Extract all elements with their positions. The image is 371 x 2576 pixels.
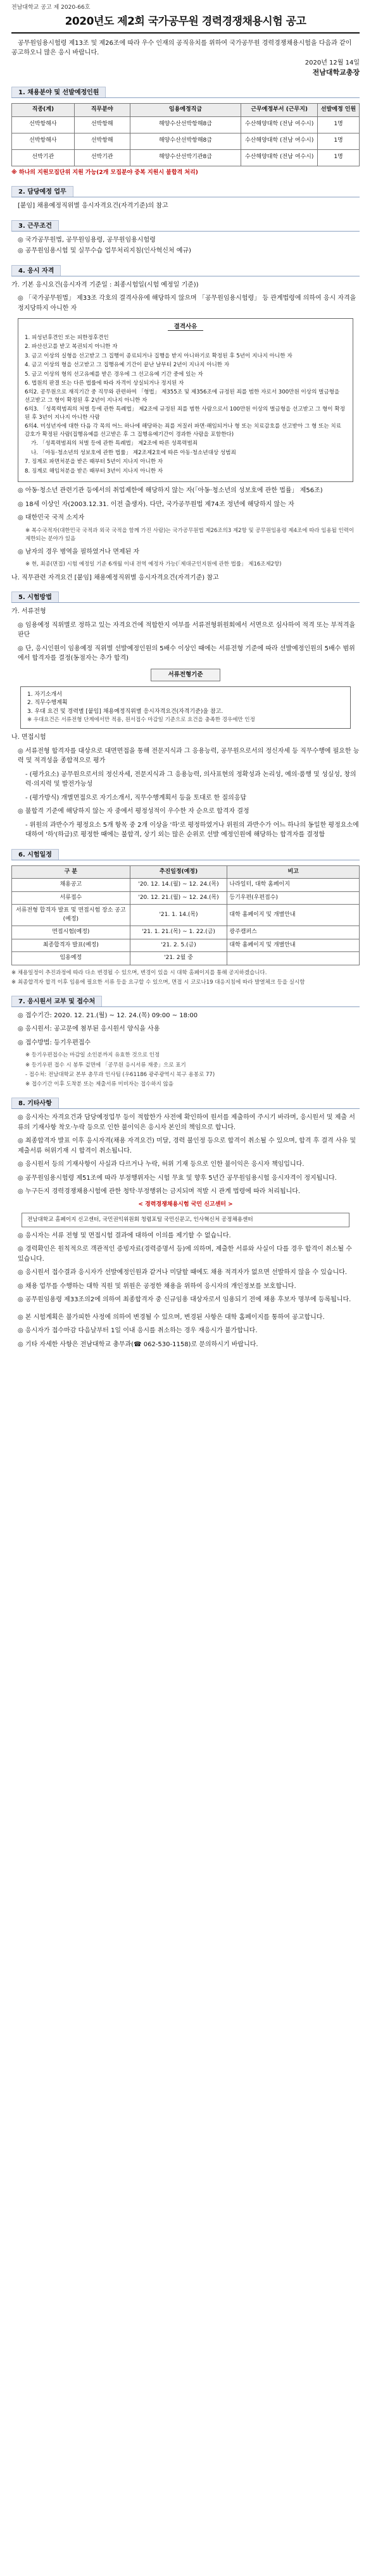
note-text: ※ 최종합격자 합격 이후 임용에 필요한 서류 등을 요구할 수 있으며, 면접 시 코로나19 대응지침에 따라 발열체크 등을 실시함 — [11, 979, 305, 986]
list-item: 2. 파산선고를 받고 복권되지 아니한 자 — [25, 344, 118, 350]
section-heading-6 — [11, 849, 360, 860]
table-cell — [227, 952, 360, 965]
recruit-note: ※ 하나의 지원모집단위 지원 가능(2개 모집분야 중복 지원시 불합격 처리) — [11, 169, 198, 176]
table-cell: 면접시험(예정) — [12, 926, 130, 939]
section-heading-label: 8. 기타사항 — [11, 1098, 59, 1108]
list-item: - (평가요소) 공무원으로서의 정신자세, 전문지식과 그 응용능력, 의사표현의 정확성과 논리성, 예의·품행 및 성실성, 창의력·의지력 및 발전가능성 — [25, 771, 356, 788]
table-cell: 선박기관 — [12, 149, 75, 166]
table-header: 추진일정(예정) — [130, 865, 227, 879]
table-cell: 해양수산선박항해8급 — [130, 133, 241, 149]
table-header: 직무분야 — [74, 104, 130, 117]
section-heading-label: 2. 담당예정 업무 — [11, 186, 73, 197]
table-row — [12, 926, 360, 939]
table-cell: 서류접수 — [12, 891, 130, 905]
issuer-name: 전남대학교총장 — [312, 68, 360, 77]
table-header: 직종(계) — [12, 104, 75, 117]
table-cell: 수산해양대학 (전남 여수시) — [241, 133, 318, 149]
list-item: - (평가방식) 개별면접으로 자기소개서, 직무수행계획서 등을 토대로 한 질의응답 — [25, 794, 247, 802]
section-heading-label: 4. 응시 자격 — [11, 265, 61, 276]
table-cell: 등기우편(우편접수) — [227, 891, 360, 905]
table-row — [12, 116, 360, 133]
table-cell: 나라일터, 대학 홈페이지 — [227, 879, 360, 892]
note-text: ※ 현, 최종(면접) 시험 예정일 기준 6개월 이내 전역 예정자 가능(「제대군인지원에 관한 법률」 제16조제2항) — [25, 561, 282, 568]
list-item: ◎ 최종합격자 발표 이후 응시자격(채용 자격요건) 미달, 경력 불인정 등으로 합격이 취소될 수 있으며, 합격 후 결격 사유 및 제출서류 허위기재 시 합격이 취소됩니다. — [18, 1137, 356, 1155]
table-cell: 해양수산선박기관8급 — [130, 149, 241, 166]
list-item: 6의2. 공무원으로 재직기간 중 직무와 관련하여 「형법」 제355조 및 제356조에 규정된 죄를 범한 자로서 300만원 이상의 벌금형을 선고받고 그 형이 확정된 후 2년이 지나지 아니한 자 — [25, 389, 340, 404]
title-rule — [11, 32, 360, 34]
table-row — [12, 149, 360, 166]
list-item: ◎ 응시자는 자격요건과 담당예정업무 등이 적합한가 사전에 확인하여 원서를 제출하여 주시기 바라며, 응시원서 및 제출 서류의 기재사항 착오·누락 등으로 인한 불이익은 응시자 본인의 책임으로 합니다. — [18, 1114, 355, 1131]
table-header: 구 분 — [12, 865, 130, 879]
table-row — [12, 939, 360, 952]
table-cell: '21. 1. 14.(목) — [130, 905, 227, 926]
list-item: 6의4. 미성년자에 대한 다음 각 목의 어느 하나에 해당하는 죄를 저질러 파면·해임되거나 형 또는 치료감호를 선고받아 그 형 또는 치료감호가 확정된 사람(집행유예를 선고받은 후 그 집행유예기간이 경과한 사람을 포함한다) — [25, 423, 341, 438]
note-text: - 접수처: 전남대학교 본부 총무과 인사팀 (우61186 광주광역시 북구 용봉로 77) — [25, 1071, 215, 1078]
note-text: ※ 접수기간 이후 도착분 또는 제출서류 미비자는 접수하지 않음 — [25, 1081, 174, 1087]
table-cell: '20. 12. 14.(월) ~ 12. 24.(목) — [130, 879, 227, 892]
list-item: ◎ 불합격 기준에 해당하지 않는 자 중에서 평정성적이 우수한 자 순으로 합격자 결정 — [18, 808, 249, 815]
table-cell: 선박항해사 — [12, 116, 75, 133]
criteria-box — [20, 686, 351, 729]
list-item: 6의3. 「성폭력범죄의 처벌 등에 관한 특례법」 제2조에 규정된 죄를 범한 사람으로서 100만원 이상의 벌금형을 선고받고 그 형이 확정된 후 3년이 지나지 아니한 사람 — [25, 406, 345, 421]
list-item: ◎ 국가공무원법, 공무원임용령, 공무원임용시험령 — [18, 236, 156, 244]
report-center-title: < 경력경쟁채용시험 국민 신고센터 > — [138, 1201, 233, 1208]
list-item: 8. 징계로 해임처분을 받은 때부터 3년이 지나지 아니한 자 — [25, 468, 163, 474]
list-item: ◎ 응시자가 접수마감 다음날부터 1일 이내 응시를 취소하는 경우 재응시가 불가합니다. — [18, 1327, 258, 1335]
table-cell: 1명 — [318, 116, 360, 133]
table-cell: 1명 — [318, 133, 360, 149]
list-item: ◎ 응시자는 서류 전형 및 면접시험 결과에 대하여 이의를 제기할 수 없습니다. — [18, 1232, 231, 1239]
table-cell: 수산해양대학 (전남 여수시) — [241, 149, 318, 166]
section-heading-label: 3. 근무조건 — [11, 220, 59, 231]
list-item: ◎ 18세 이상인 자(2003.12.31. 이전 출생자). 다만, 국가공무원법 제74조 정년에 해당하지 않는 자 — [18, 500, 294, 508]
table-cell: 수산해양대학 (전남 여수시) — [241, 116, 318, 133]
table-cell: '21. 2월 중 — [130, 952, 227, 965]
sub-heading: 나. 직무관련 자격요건 [붙임] 채용예정직위별 응시자격요건(자격기준) 참고 — [11, 574, 219, 581]
box-title: 결격사유 — [168, 323, 204, 331]
list-item: ◎ 경력확인은 원칙적으로 객관적인 증빙자료(경력증명서 등)에 의하며, 제출한 서류와 사실이 다를 경우 합격이 취소될 수 있습니다. — [18, 1246, 352, 1263]
table-cell: 채용공고 — [12, 879, 130, 892]
section-heading-1 — [11, 87, 360, 98]
table-cell: 1명 — [318, 149, 360, 166]
section-heading-2 — [11, 186, 360, 197]
sub-heading: 나. 면접시험 — [11, 734, 46, 741]
list-item: ◎ 서류전형 합격자를 대상으로 대면면접을 통해 전문지식과 그 응용능력, 공무원으로서의 정신자세 등 직무수행에 필요한 능력 및 적격성을 종합적으로 평가 — [18, 747, 360, 765]
table-cell: 서류전형 합격자 발표 및 면접시험 장소 공고(예정) — [12, 905, 130, 926]
announce-date: 2020년 12월 14일 — [305, 59, 360, 66]
table-header: 비고 — [227, 865, 360, 879]
section-heading-label: 6. 시험일정 — [11, 849, 59, 860]
list-item: ◎ 대한민국 국적 소지자 — [18, 514, 85, 522]
table-cell: 대학 홈페이지 및 개별안내 — [227, 939, 360, 952]
table-header: 근무예정부서 (근무지) — [241, 104, 318, 117]
criteria-title: 서류전형기준 — [151, 669, 220, 681]
table-header: 선발예정 인원 — [318, 104, 360, 117]
table-row — [12, 133, 360, 149]
table-row — [12, 891, 360, 905]
list-item: - 위원의 과반수가 평정요소 5개 항목 중 2개 이상을 '하'로 평정하였거나 위원의 과반수가 어느 하나의 동일한 평정요소에 대하여 '하'(하급)로 평정한 때에는 불합격, 상기 외는 많은 순위로 선발 예정인원에 해당하는 합격자를 결정함 — [25, 821, 359, 839]
section-heading-label: 1. 채용분야 및 선발예정인원 — [11, 87, 106, 97]
list-item: 가. 「성폭력범죄의 처벌 등에 관한 특례법」 제2조에 따른 성폭력범죄 — [31, 440, 198, 447]
list-item: ◎ 아동·청소년 관련기관 등에서의 취업제한에 해당하지 않는 자(「아동·청소년의 성보호에 관한 법률」 제56조) — [18, 487, 323, 495]
table-cell: 임용예정 — [12, 952, 130, 965]
schedule-table — [11, 865, 360, 965]
list-item: 2. 직무수행계획 — [27, 700, 68, 707]
list-item: ◎ 단, 응시인원이 임용예정 직위별 선발예정인원의 5배수 이상인 때에는 서류전형 기준에 따라 선발예정인원의 5배수 범위에서 합격자를 결정(동점자는 추가 합격) — [18, 645, 355, 662]
table-cell: 광주캠퍼스 — [227, 926, 360, 939]
report-center-box — [22, 1213, 349, 1227]
list-item: ◎ 공무원임용령 제33조의2에 의하여 최종합격자 중 신규임용 대상자로서 임용되기 전에 채용 후보자 명부에 등록됩니다. — [18, 1296, 351, 1304]
list-item: 1. 피성년후견인 또는 피한정후견인 — [25, 334, 109, 341]
list-item: 나. 「아동·청소년의 성보호에 관한 법률」 제2조제2호에 따른 아동·청소년대상 성범죄 — [31, 449, 236, 456]
note-text: ※ 우대요건은 서류전형 단계에서만 적용, 원서접수 마감일 기준으로 요건을 충족한 경우에만 인정 — [27, 717, 255, 724]
list-item: ◎ 「국가공무원법」 제33조 각호의 결격사유에 해당하지 않으며 「공무원임용시험령」 등 관계법령에 의하여 응시 자격을 정지당하지 아니한 자 — [18, 295, 356, 312]
list-item: 1. 자기소개서 — [27, 691, 62, 698]
table-cell: '21. 1. 21.(목) ~ 1. 22.(금) — [130, 926, 227, 939]
table-cell: 최종합격자 발표(예정) — [12, 939, 130, 952]
list-item: ◎ 기타 자세한 사항은 전남대학교 총무과(☎ 062-530-1158)로 문의하시기 바랍니다. — [18, 1341, 258, 1348]
list-item: ◎ 응시원서 접수결과 응시자가 선발예정인원과 같거나 미달할 때에도 채용 적격자가 없으면 선발하지 않을 수 있습니다. — [18, 1269, 348, 1277]
recruit-table — [11, 103, 360, 166]
page-title: 2020년도 제2회 국가공무원 경력경쟁채용시험 공고 — [65, 15, 306, 28]
note-text: ※ 등기우편접수는 마감일 소인분까지 유효한 것으로 인정 — [25, 1052, 160, 1059]
table-cell: 선박기관 — [74, 149, 130, 166]
list-item: ◎ 남자의 경우 병역을 필하였거나 면제된 자 — [18, 548, 140, 555]
list-item: ◎ 공무원임용시험 및 실무수습 업무처리지침(인사혁신처 예규) — [18, 247, 191, 254]
list-item: ◎ 응시원서: 공고문에 첨부된 응시원서 양식을 사용 — [18, 1025, 160, 1033]
list-item: 6. 법원의 판결 또는 다른 법률에 따라 자격이 상실되거나 정지된 자 — [25, 380, 184, 387]
table-cell: 선박항해사 — [12, 133, 75, 149]
section-heading-label: 5. 시험방법 — [11, 591, 59, 602]
note-text: ※ 등기우편 접수 시 봉투 겉면에 「공무원 응시서류 재중」으로 표기 — [25, 1062, 186, 1068]
section-heading-5 — [11, 591, 360, 603]
section-heading-label: 7. 응시원서 교부 및 접수처 — [11, 996, 102, 1006]
list-item: ◎ 임용예정 직위별로 정하고 있는 자격요건에 적합한지 여부를 서류전형위원회에서 서면으로 심사하여 적격 또는 부적격을 판단 — [18, 621, 356, 639]
list-item: 7. 징계로 파면처분을 받은 때부터 5년이 지나지 아니한 자 — [25, 459, 163, 466]
list-item: ◎ 채용 업무를 수행하는 대학 직원 및 위원은 공정한 채용을 위하여 응시자의 개인정보를 보호합니다. — [18, 1282, 296, 1290]
sub-heading: 가. 기본 응시요건(응시자격 기준일 : 최종시험일(시험 예정일 기준)) — [11, 281, 199, 288]
table-cell: '21. 2. 5.(금) — [130, 939, 227, 952]
table-cell: 선박항해 — [74, 133, 130, 149]
section-heading-3 — [11, 220, 360, 232]
table-cell: 해양수산선박항해8급 — [130, 116, 241, 133]
note-text: ※ 채용일정이 추진과정에 따라 다소 변경될 수 있으며, 변경이 있을 시 대학 홈페이지를 통해 공지하겠습니다. — [11, 969, 267, 976]
table-cell: '20. 12. 21.(월) ~ 12. 24.(목) — [130, 891, 227, 905]
list-item: ◎ 공무원임용시험령 제51조에 따라 부정행위자는 시험 무효 및 향후 5년간 공무원임용시험 응시자격이 정지됩니다. — [18, 1174, 337, 1182]
table-row — [12, 952, 360, 965]
table-row — [12, 905, 360, 926]
list-item: ◎ 접수방법: 등기우편접수 — [18, 1039, 91, 1046]
section-heading-8 — [11, 1098, 360, 1109]
section-heading-4 — [11, 265, 360, 276]
list-item: 3. 우대 요건 및 경력별 [붙임] 채용예정직위별 응시자격요건(자격기준)을 참고. — [27, 708, 223, 715]
list-item: 5. 금고 이상의 형의 선고유예를 받은 경우에 그 선고유예 기간 중에 있는 자 — [25, 371, 203, 378]
notice-number: 전남대학교 공고 제 2020-66호 — [11, 4, 91, 11]
duty-text: [붙임] 채용예정직위별 응시자격요건(자격기준)의 참고 — [18, 202, 168, 209]
list-item: 3. 금고 이상의 실형을 선고받고 그 집행이 종료되거나 집행을 받지 아니하기로 확정된 후 5년이 지나지 아니한 자 — [25, 352, 292, 359]
table-cell: 선박항해 — [74, 116, 130, 133]
list-item: 4. 금고 이상의 형을 선고받고 그 집행유예 기간이 끝난 날부터 2년이 지나지 아니한 자 — [25, 362, 230, 369]
list-item: ◎ 누구든지 경력경쟁채용시험에 관한 청탁·부정행위는 금지되며 적발 시 관계 법령에 따라 처리됩니다. — [18, 1188, 301, 1196]
table-cell: 대학 홈페이지 및 개별안내 — [227, 905, 360, 926]
list-item: ◎ 응시원서 등의 기재사항이 사실과 다르거나 누락, 허위 기재 등으로 인한 불이익은 응시자 책임입니다. — [18, 1161, 305, 1168]
report-center-text: 전남대학교 홈페이지 신고센터, 국민권익위원회 청렴포털 국민신문고, 인사혁신처 공정채용센터 — [27, 1217, 253, 1223]
intro-text: 공무원임용시험령 제13조 및 제26조에 따라 우수 인재의 공직유치를 위하여 국가공무원 경력경쟁채용시험을 다음과 같이 공고하오니 많은 응시 바랍니다. — [11, 39, 352, 56]
table-row — [12, 879, 360, 892]
table-header: 임용예정직급 — [130, 104, 241, 117]
note-text: ※ 복수국적자(대한민국 국적과 외국 국적을 함께 가진 사람)는 국가공무원법 제26조의3 제2항 및 공무원임용령 제4조에 따라 임용될 인력이 제한되는 분야가 있음 — [25, 527, 355, 542]
list-item: ◎ 접수기간: 2020. 12. 21.(월) ~ 12. 24.(목) 09:00 ~ 18:00 — [18, 1012, 198, 1019]
list-item: ◎ 본 시험계획은 불가피한 사정에 의하여 변경될 수 있으며, 변경된 사항은 대학 홈페이지를 통하여 공고합니다. — [18, 1313, 325, 1321]
sub-heading: 가. 서류전형 — [11, 608, 46, 616]
section-heading-7 — [11, 996, 360, 1007]
disqualification-box — [18, 318, 353, 482]
